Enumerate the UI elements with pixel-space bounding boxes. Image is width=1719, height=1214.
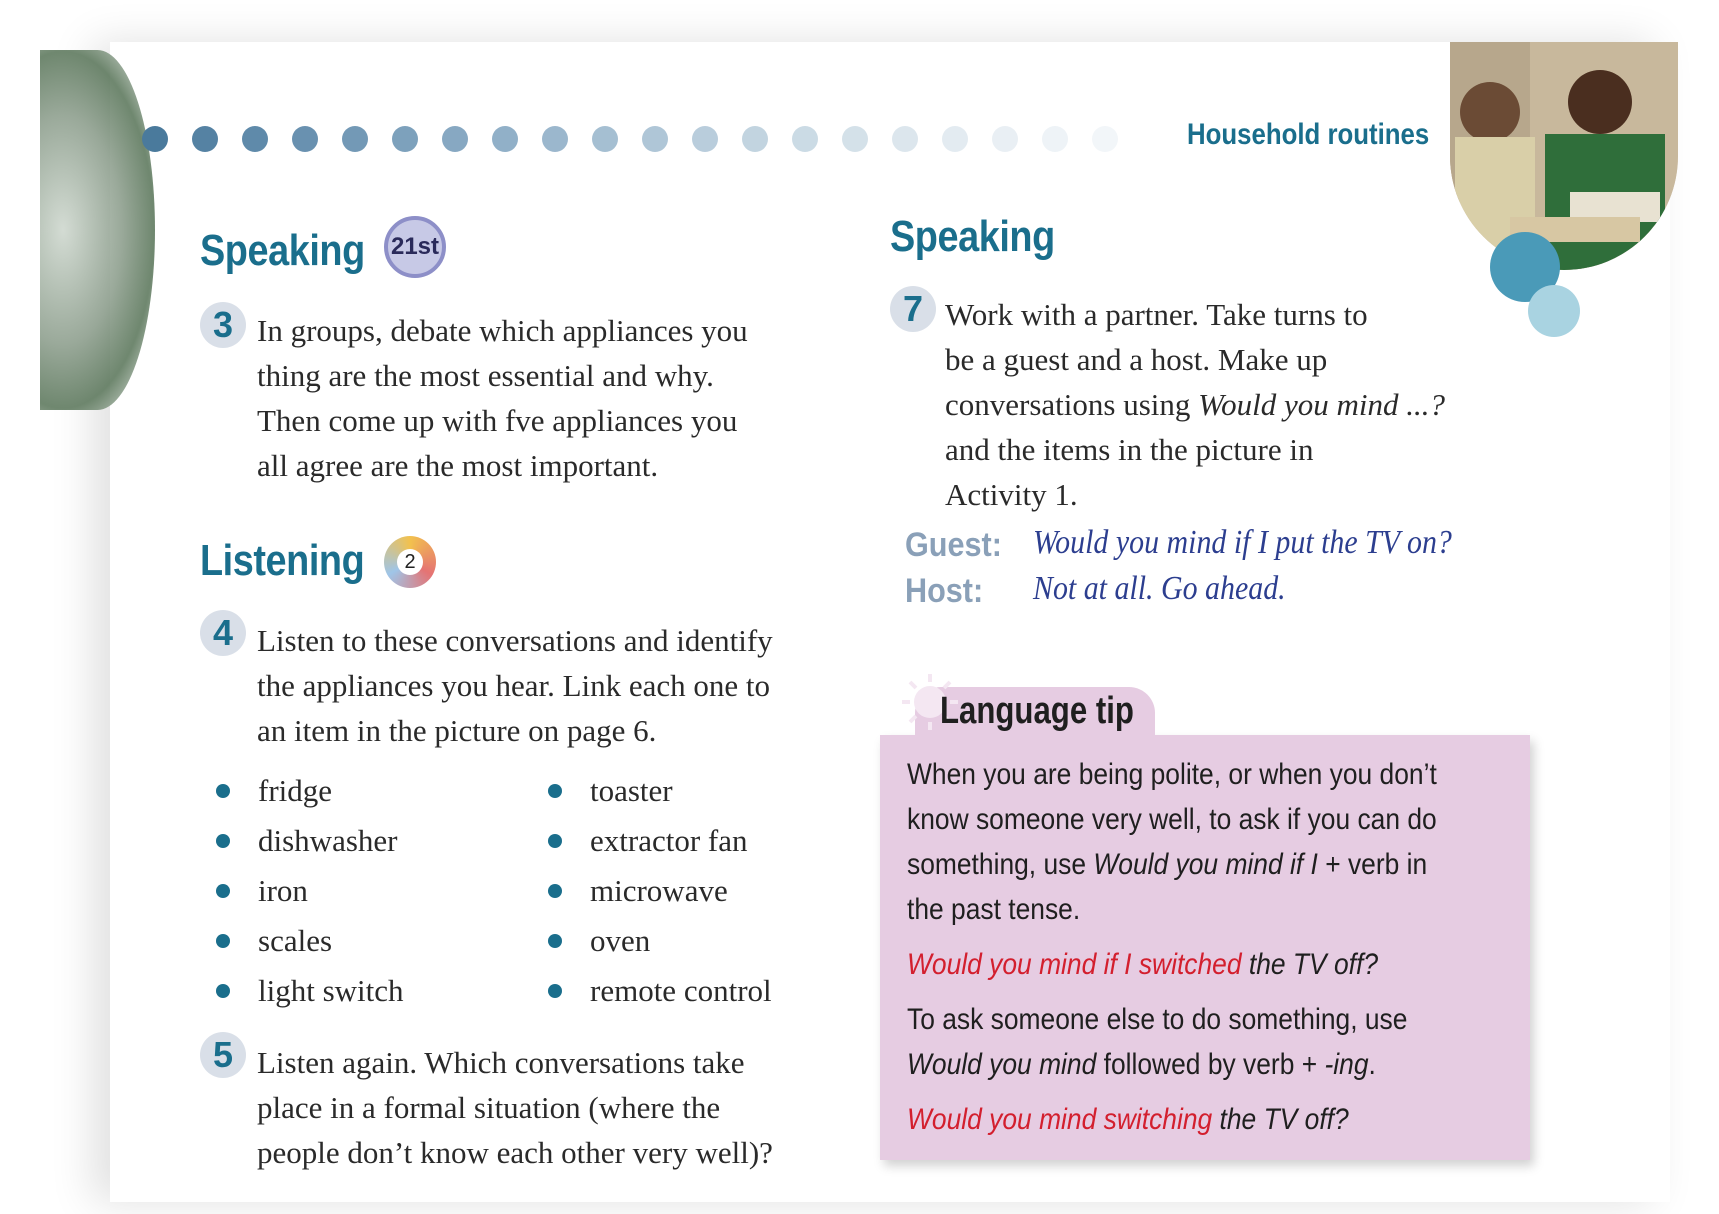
header-dot [242,126,268,152]
activity-4-line: Listen to these conversations and identify [257,623,773,658]
activity-7-line: Work with a partner. Take turns to [945,297,1368,332]
header-dot [692,126,718,152]
host-label: Host: [905,572,984,610]
photo-illustration [1450,42,1678,270]
tip-example-2: Would you mind switching the TV off? [907,1103,1349,1136]
bullet-icon [548,934,562,948]
list-item: dishwasher [216,821,404,861]
activity-5-line: place in a formal situation (where the [257,1090,721,1125]
header-dot [392,126,418,152]
header-dot [992,126,1018,152]
header-dot-strip [142,126,1182,156]
header-dot [842,126,868,152]
audio-track-number: 2 [397,549,423,575]
activity-number-5: 5 [200,1032,246,1078]
header-dot [592,126,618,152]
list-item: light switch [216,971,404,1011]
activity-3-text [257,308,748,488]
activity-3-line: thing are the most essential and why. [257,358,714,393]
tip-line: something, use Would you mind if I + verb in [907,848,1428,881]
activity-5-line: Listen again. Which conversations take [257,1045,745,1080]
header-dot [342,126,368,152]
activity-3-line: all agree are the most important. [257,448,659,483]
tip-line: Would you mind followed by verb + -ing. [907,1048,1376,1081]
listening-heading: Listening [200,536,365,585]
list-item: toaster [548,771,772,811]
activity-3-line: Then come up with fve appliances you [257,403,738,438]
decorative-circle-small [1528,285,1580,337]
list-item: remote control [548,971,772,1011]
tip-line: When you are being polite, or when you don’t [907,758,1437,791]
list-item: extractor fan [548,821,772,861]
header-dot [192,126,218,152]
activity-4-line: an item in the picture on page 6. [257,713,657,748]
people-cooking-photo [1450,42,1678,270]
decorative-globe-image [40,50,155,410]
header-dot [442,126,468,152]
bullet-icon [548,984,562,998]
language-tip-title: Language tip [940,690,1134,732]
activity-4-text [257,618,773,753]
header-dot [642,126,668,152]
list-item: iron [216,871,404,911]
host-line: Not at all. Go ahead. [1033,570,1286,607]
activity-5-text [257,1040,773,1175]
header-dot [892,126,918,152]
bullet-icon [548,784,562,798]
speaking-heading-left: Speaking [200,226,365,275]
guest-label: Guest: [905,526,1002,564]
tip-line: To ask someone else to do something, use [907,1003,1408,1036]
bullet-icon [216,784,230,798]
tip-line: the past tense. [907,893,1081,926]
appliance-list-col1 [216,771,404,1011]
bullet-icon [548,884,562,898]
list-item: oven [548,921,772,961]
tip-line: know someone very well, to ask if you can do [907,803,1437,836]
activity-7-text [945,292,1445,517]
header-dot [542,126,568,152]
bullet-icon [216,834,230,848]
activity-number-7: 7 [890,286,936,332]
header-dot [942,126,968,152]
audio-cd-icon[interactable] [384,536,436,588]
header-dot [492,126,518,152]
activity-number-4: 4 [200,610,246,656]
list-item: fridge [216,771,404,811]
activity-3-line: In groups, debate which appliances you [257,313,748,348]
header-dot [1042,126,1068,152]
list-item: scales [216,921,404,961]
unit-title: Household routines [1187,118,1430,151]
activity-7-line: and the items in the picture in [945,432,1314,467]
bullet-icon [216,934,230,948]
activity-7-line: Activity 1. [945,477,1078,512]
activity-number-3: 3 [200,302,246,348]
list-item: microwave [548,871,772,911]
activity-4-line: the appliances you hear. Link each one to [257,668,771,703]
bullet-icon [216,984,230,998]
header-dot [792,126,818,152]
bullet-icon [548,834,562,848]
21st-century-skills-badge: 21st [384,216,446,278]
header-dot [292,126,318,152]
activity-5-line: people don’t know each other very well)? [257,1135,773,1170]
speaking-heading-right: Speaking [890,212,1055,261]
guest-line: Would you mind if I put the TV on? [1033,524,1452,561]
header-dot [1092,126,1118,152]
language-tip-body [907,752,1523,1142]
activity-7-line: be a guest and a host. Make up [945,342,1328,377]
header-dot [142,126,168,152]
bullet-icon [216,884,230,898]
tip-example-1: Would you mind if I switched the TV off? [907,948,1379,981]
appliance-list-col2 [548,771,772,1011]
header-dot [742,126,768,152]
activity-7-line: conversations using Would you mind ...? [945,387,1445,422]
